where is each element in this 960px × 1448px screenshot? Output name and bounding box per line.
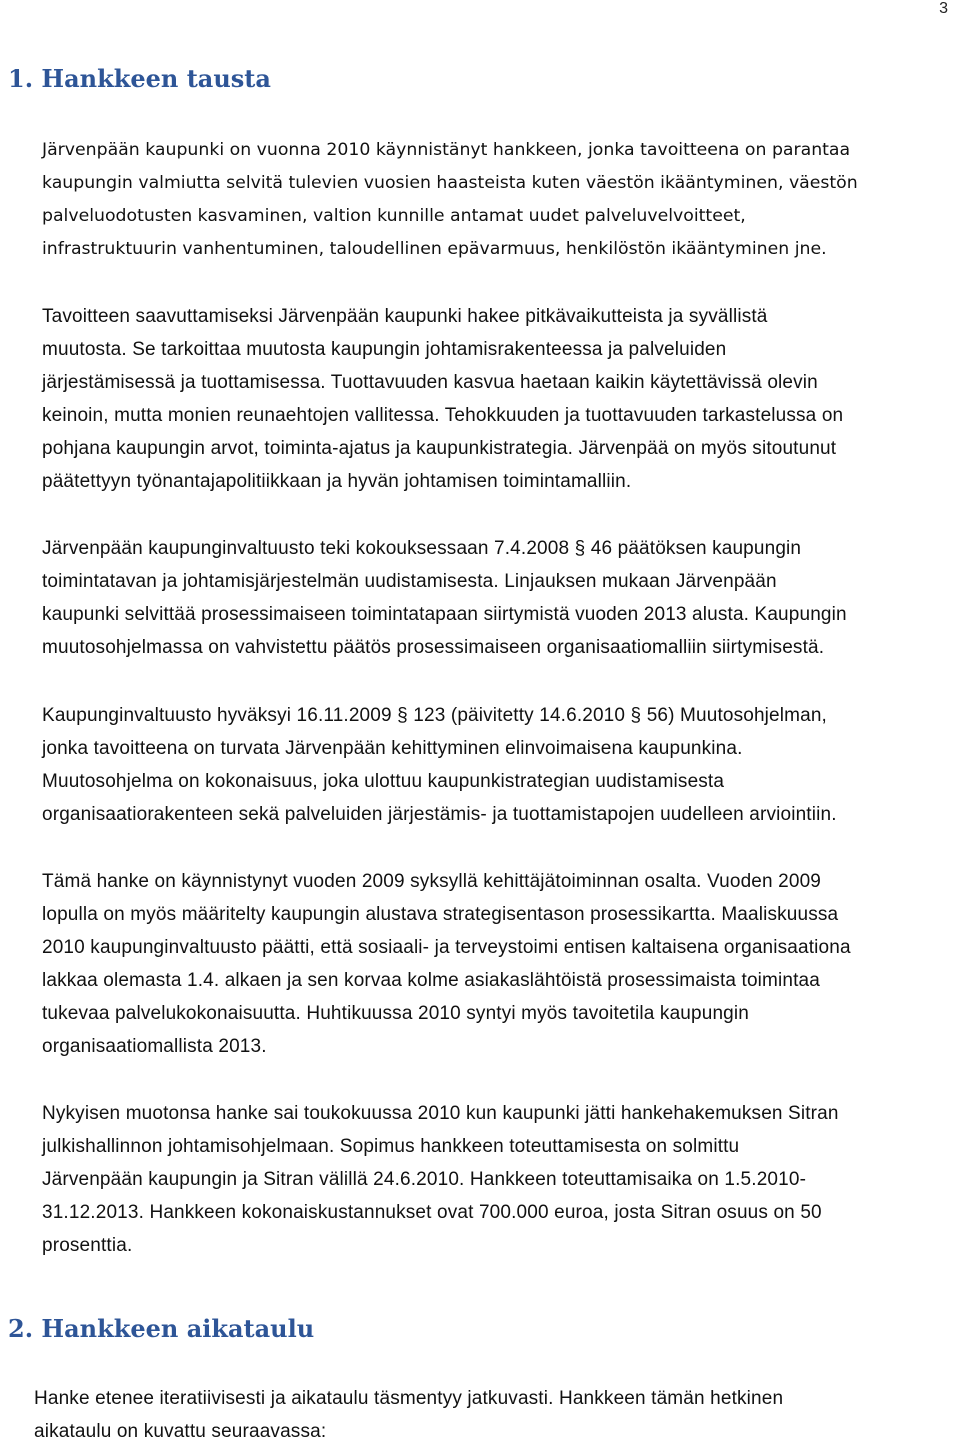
text-line: lopulla on myös määritelty kaupungin alustava strategisentason prosessikartta. Maaliskuussa <box>42 904 839 925</box>
page-number: 3 <box>939 0 948 17</box>
paragraph-5 <box>42 865 960 1063</box>
section-1-heading: 1. Hankkeen tausta <box>8 64 271 93</box>
text-line: Nykyisen muotonsa hanke sai toukokuussa 2010 kun kaupunki jätti hankehakemuksen Sitran <box>42 1103 839 1124</box>
text-line: kaupungin valmiutta selvitä tulevien vuosien haasteista kuten väestön ikääntyminen, väestön <box>42 173 858 193</box>
text-line: palveluodotusten kasvaminen, valtion kunnille antamat uudet palveluvelvoitteet, <box>42 206 746 226</box>
text-line: 2010 kaupunginvaltuusto päätti, että sosiaali- ja terveystoimi entisen kaltaisena organisaationa <box>42 937 851 958</box>
paragraph-3 <box>42 532 960 664</box>
paragraph-1 <box>42 134 960 266</box>
text-line: lakkaa olemasta 1.4. alkaen ja sen korvaa kolme asiakaslähtöistä prosessimaista toimintaa <box>42 970 820 991</box>
text-line: jonka tavoitteena on turvata Järvenpään kehittyminen elinvoimaisena kaupunkina. <box>42 738 743 759</box>
text-line: kaupunki selvittää prosessimaiseen toimintatapaan siirtymistä vuoden 2013 alusta. Kaupungin <box>42 604 847 625</box>
text-line: keinoin, mutta monien reunaehtojen vallitessa. Tehokkuuden ja tuottavuuden tarkastelussa on <box>42 405 844 426</box>
text-line: infrastruktuurin vanhentuminen, taloudellinen epävarmuus, henkilöstön ikääntyminen jne. <box>42 239 827 259</box>
text-line: Tavoitteen saavuttamiseksi Järvenpään kaupunki hakee pitkävaikutteista ja syvällistä <box>42 306 768 327</box>
paragraph-4 <box>42 699 960 831</box>
paragraph-7 <box>34 1382 954 1448</box>
text-line: Tämä hanke on käynnistynyt vuoden 2009 syksyllä kehittäjätoiminnan osalta. Vuoden 2009 <box>42 871 822 892</box>
text-line: tukevaa palvelukokonaisuutta. Huhtikuussa 2010 syntyi myös tavoitetila kaupungin <box>42 1003 749 1024</box>
text-line: Kaupunginvaltuusto hyväksyi 16.11.2009 § 123 (päivitetty 14.6.2010 § 56) Muutosohjelman, <box>42 705 827 726</box>
text-line: Muutosohjelma on kokonaisuus, joka ulottuu kaupunkistrategian uudistamisesta <box>42 771 725 792</box>
text-line: järjestämisessä ja tuottamisessa. Tuottavuuden kasvua haetaan kaikin käytettävissä olevin <box>42 372 818 393</box>
section-2-heading: 2. Hankkeen aikataulu <box>8 1314 315 1343</box>
text-line: muutosohjelmassa on vahvistettu päätös prosessimaiseen organisaatiomalliin siirtymisestä. <box>42 637 825 658</box>
text-line: organisaatiorakenteen sekä palveluiden järjestämis- ja tuottamistapojen uudelleen arviointiin. <box>42 804 837 825</box>
text-line: Järvenpään kaupunginvaltuusto teki kokouksessaan 7.4.2008 § 46 päätöksen kaupungin <box>42 538 802 559</box>
text-line: toimintatavan ja johtamisjärjestelmän uudistamisesta. Linjauksen mukaan Järvenpään <box>42 571 777 592</box>
text-line: Hanke etenee iteratiivisesti ja aikataulu täsmentyy jatkuvasti. Hankkeen tämän hetkinen <box>34 1388 784 1409</box>
text-line: päätettyyn työnantajapolitiikkaan ja hyvän johtamisen toimintamalliin. <box>42 471 632 492</box>
text-line: prosenttia. <box>42 1235 133 1256</box>
text-line: aikataulu on kuvattu seuraavassa: <box>34 1421 327 1442</box>
text-line: organisaatiomallista 2013. <box>42 1036 267 1057</box>
paragraph-2 <box>42 300 960 498</box>
text-line: Järvenpään kaupungin ja Sitran välillä 24.6.2010. Hankkeen toteuttamisaika on 1.5.2010- <box>42 1169 807 1190</box>
text-line: 31.12.2013. Hankkeen kokonaiskustannukset ovat 700.000 euroa, josta Sitran osuus on 50 <box>42 1202 822 1223</box>
paragraph-6 <box>42 1097 960 1262</box>
text-line: julkishallinnon johtamisohjelmaan. Sopimus hankkeen toteuttamisesta on solmittu <box>42 1136 740 1157</box>
text-line: pohjana kaupungin arvot, toiminta-ajatus ja kaupunkistrategia. Järvenpää on myös sitoutunut <box>42 438 837 459</box>
text-line: Järvenpään kaupunki on vuonna 2010 käynnistänyt hankkeen, jonka tavoitteena on parantaa <box>42 140 851 160</box>
text-line: muutosta. Se tarkoittaa muutosta kaupungin johtamisrakenteessa ja palveluiden <box>42 339 727 360</box>
